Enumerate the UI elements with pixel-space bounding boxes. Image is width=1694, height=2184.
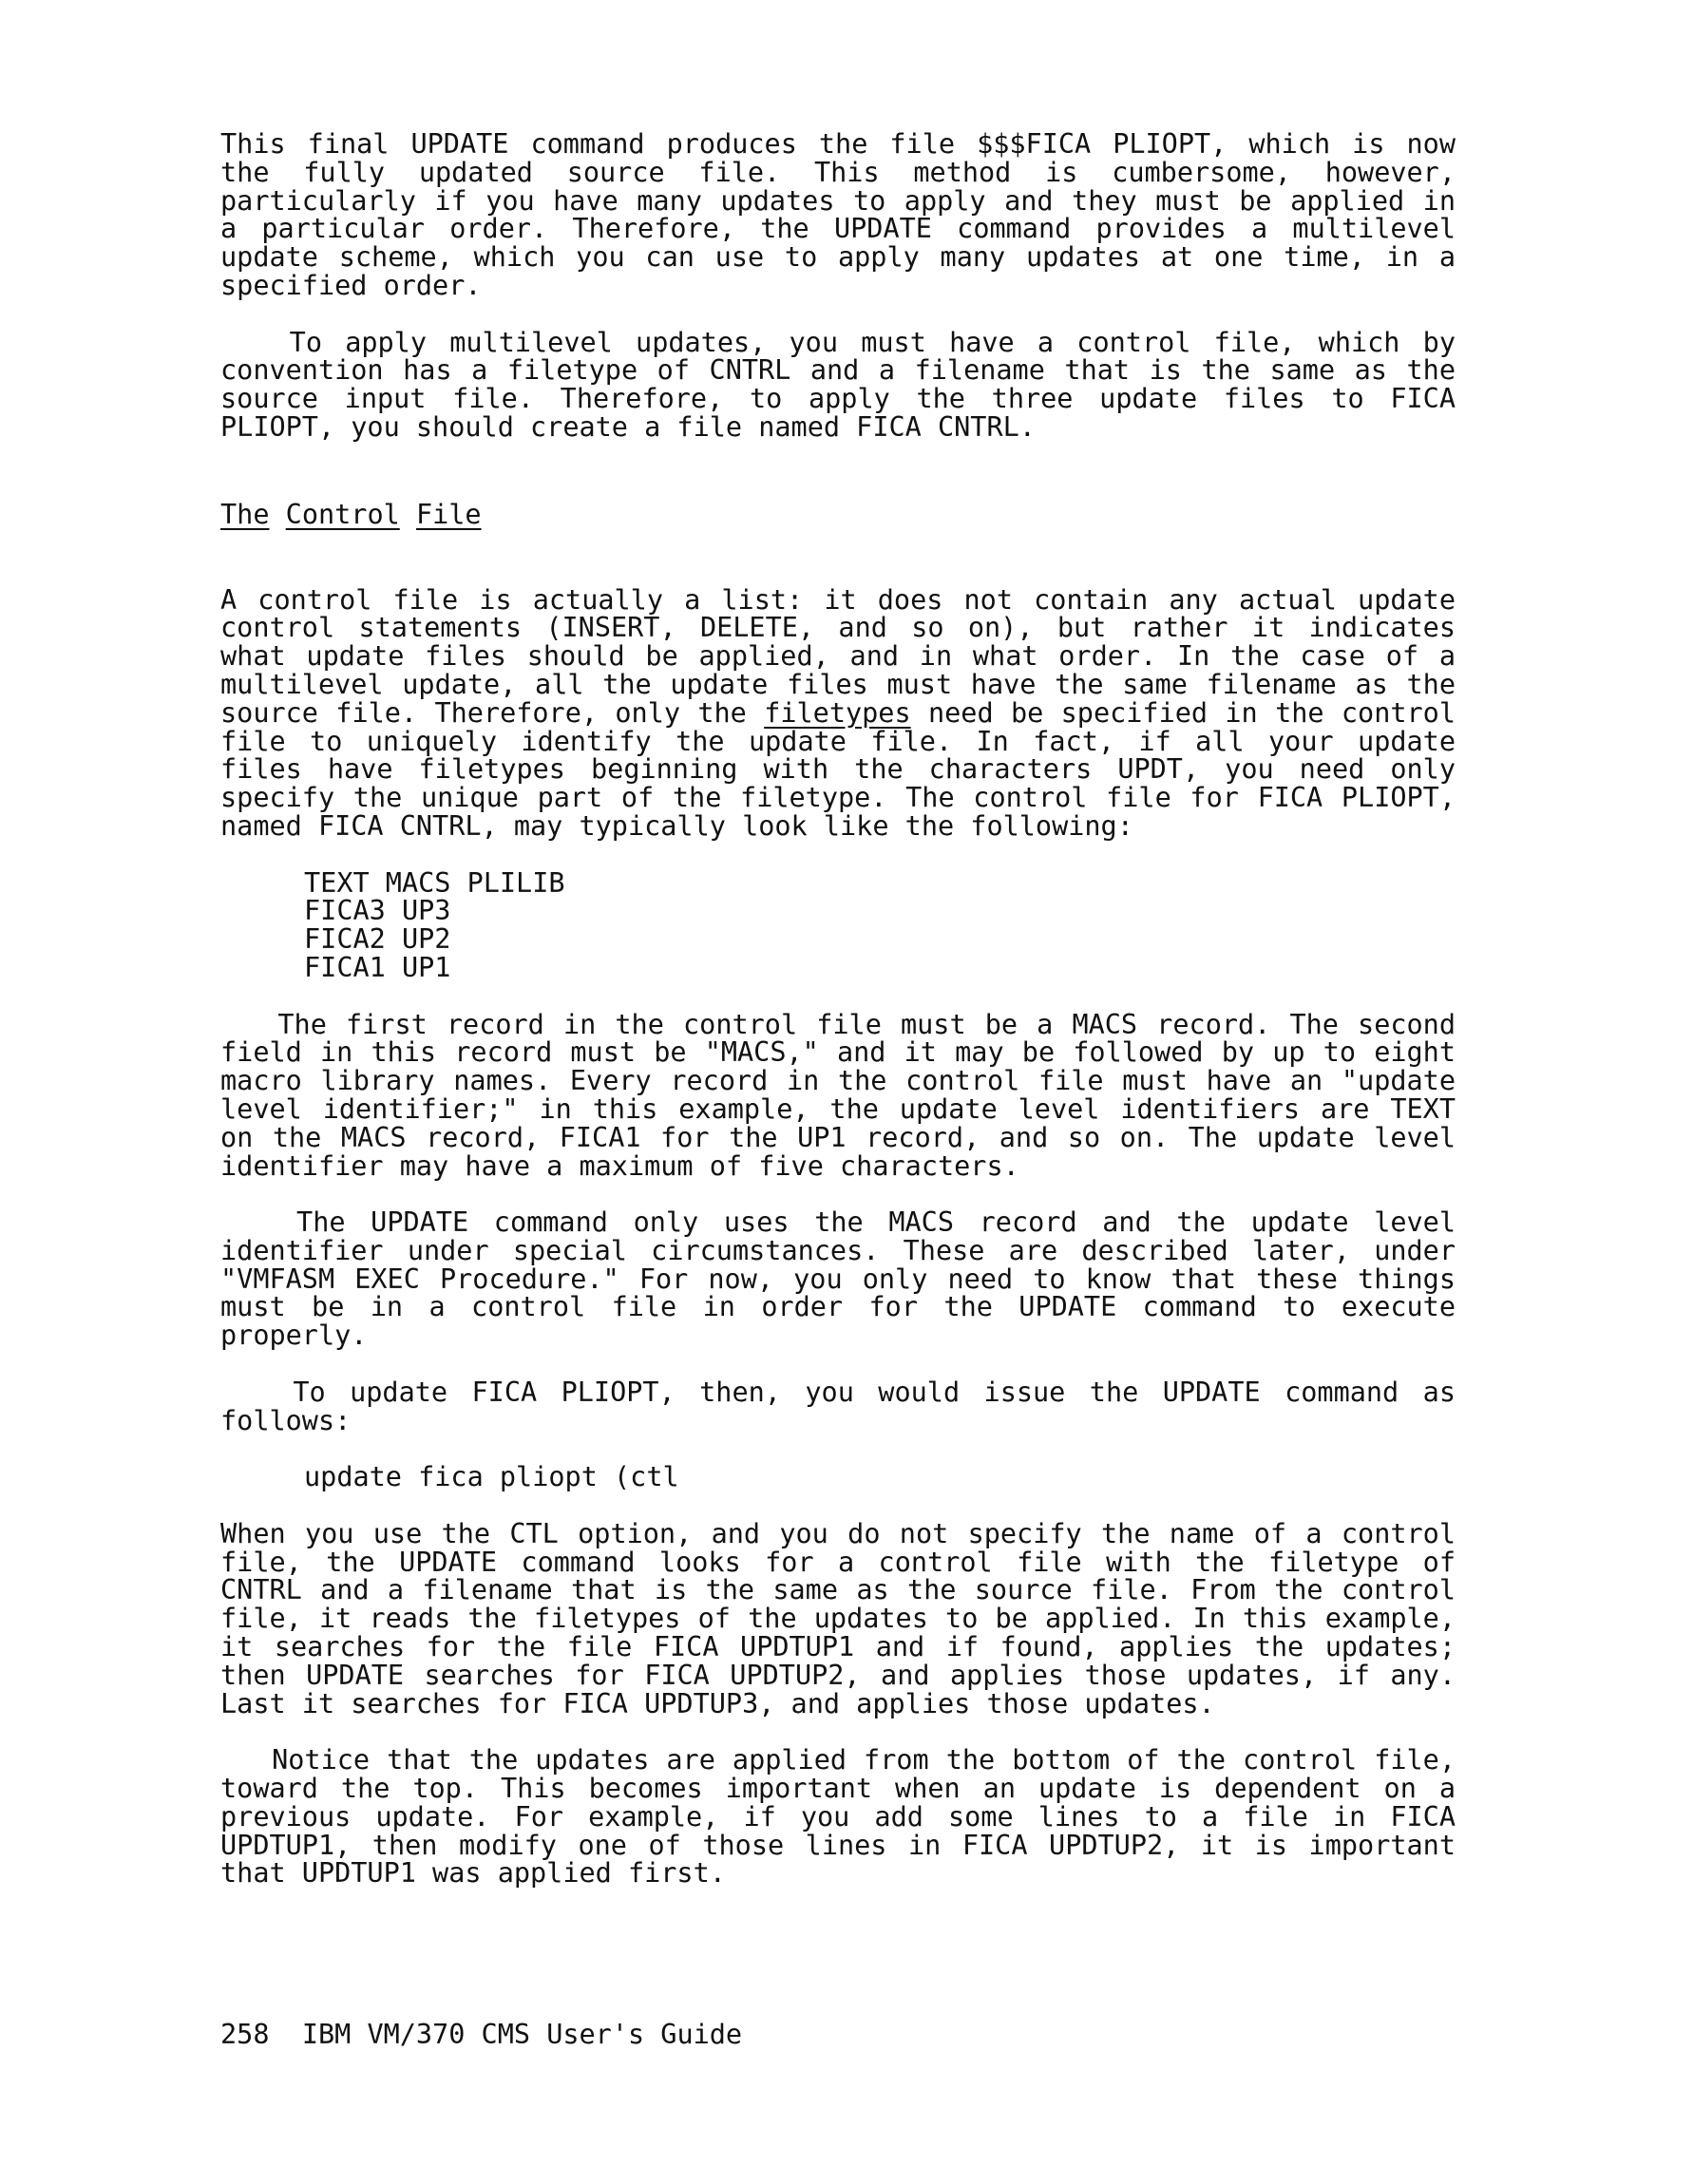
paragraph-special-circumstances: The UPDATE command only uses the MACS record and the update level identifier under special circumstances. These are described later, under "VMFASM EXEC Procedure." For now, you only need to know that these things must be in a control file in order for the UPDATE command to execute properly.: [220, 1206, 1473, 1352]
paragraph-final-update: This final UPDATE command produces the file $$$FICA PLIOPT, which is now the fully updated source file. This method is cumbersome, however, particularly if you have many updates to apply and they must be applied in a particular order. Therefore, the UPDATE command provides a multilevel update scheme, which you can use to apply many updates at one time, in a specified order.: [220, 128, 1473, 301]
control-line: TEXT MACS PLILIB: [304, 866, 565, 899]
page-footer: [220, 2021, 742, 2049]
control-line: FICA2 UP2: [304, 923, 451, 956]
paragraph-issue-command: To update FICA PLIOPT, then, you would issue the UPDATE command as follows:: [220, 1376, 1473, 1436]
heading-word-file: File: [415, 498, 482, 530]
control-file-text-start: A control file is actually a list: it does not contain any actual update control statements (INSERT, DELETE, and so on), but rather it indicates what update files should be applied, and in what order. In the case of a multilevel update, all the update files must have the same filename as the source file. Therefore, only the: [220, 583, 1473, 729]
paragraph-control-file: [220, 583, 1473, 842]
command-line: update fica pliopt (ctl: [304, 1461, 679, 1493]
page-number: 258: [220, 2019, 270, 2050]
paragraph-ctl-option: When you use the CTL option, and you do not specify the name of a control file, the UPDATE command looks for a control file with the filetype of CNTRL and a filename that is the same as the source file. From the control file, it reads the filetypes of the updates to be applied. In this example, it searches for the file FICA UPDTUP1 and if found, applies the updates; then UPDATE searches for FICA UPDTUP2, and applies those updates, if any. Last it searches for FICA UPDTUP3, and applies those updates.: [220, 1517, 1473, 1719]
control-line: FICA3 UP3: [304, 895, 451, 927]
book-title: IBM VM/370 CMS User's Guide: [301, 2019, 743, 2050]
filetypes-emphasis: filetypes: [764, 696, 911, 729]
control-file-text-end: need be specified in the control file to uniquely identify the update file. In fact, if all your update files have filetypes beginning with the characters UPDT, you need only specify the unique part of the filetype. The control file for FICA PLIOPT, named FICA CNTRL, may typically look like the following:: [220, 696, 1473, 842]
control-line: FICA1 UP1: [304, 951, 451, 983]
section-heading: [220, 498, 1456, 530]
heading-word-the: The: [220, 498, 270, 530]
command-example: [220, 1463, 1456, 1491]
paragraph-multilevel-updates: To apply multilevel updates, you must have a control file, which by convention has a filetype of CNTRL and a filename that is the same as the source input file. Therefore, to apply the three update files to FICA PLIOPT, you should create a file named FICA CNTRL.: [220, 326, 1473, 443]
page-body: [220, 128, 1473, 1916]
control-file-example: [220, 866, 1456, 983]
heading-word-control: Control: [285, 498, 400, 530]
paragraph-macs-record: The first record in the control file must be a MACS record. The second field in this record must be "MACS," and it may be followed by up to eight macro library names. Every record in the control file must have an "update level identifier;" in this example, the update level identifiers are TEXT on the MACS record, FICA1 for the UP1 record, and so on. The update level identifier may have a maximum of five characters.: [220, 1008, 1473, 1182]
paragraph-update-order: Notice that the updates are applied from the bottom of the control file, toward the top. This becomes important when an update is dependent on a previous update. For example, if you add some lines to a file in FICA UPDTUP1, then modify one of those lines in FICA UPDTUP2, it is important that UPDTUP1 was applied first.: [220, 1744, 1473, 1890]
